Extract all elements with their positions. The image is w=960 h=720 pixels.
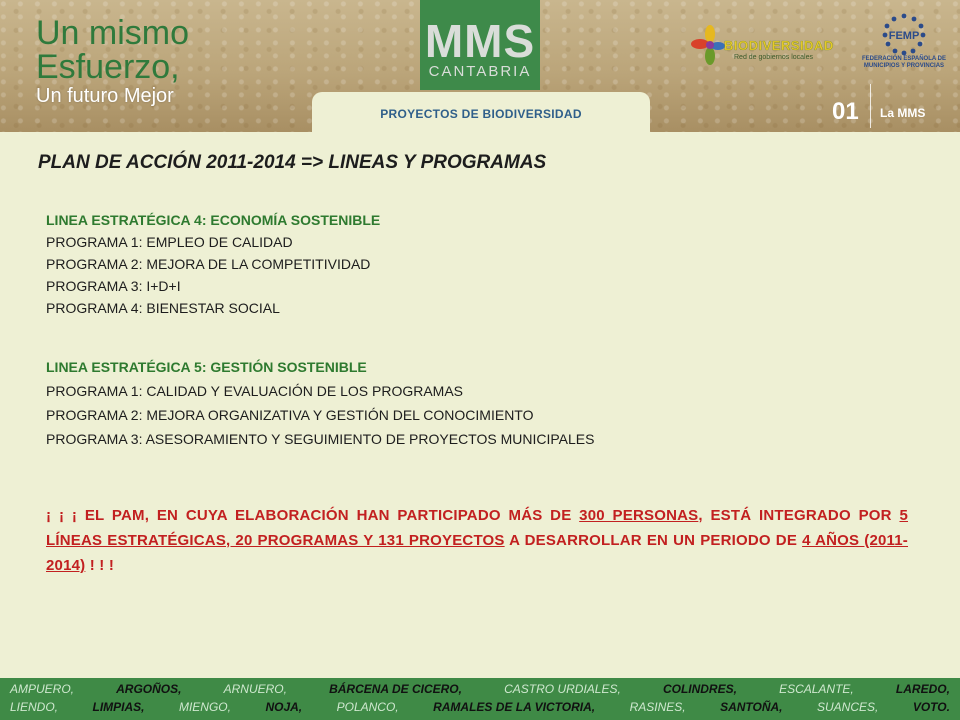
linea-5-heading: LINEA ESTRATÉGICA 5: GESTIÓN SOSTENIBLE bbox=[46, 359, 367, 375]
eu-stars-icon bbox=[874, 12, 934, 56]
highlight-part: A DESARROLLAR EN UN PERIODO DE bbox=[504, 532, 803, 549]
municipality-name: BÁRCENA DE CICERO, bbox=[329, 682, 462, 696]
municipality-name: NOJA, bbox=[265, 700, 303, 714]
biodiversidad-subtitle: Red de gobiernos locales bbox=[734, 54, 813, 61]
linea-4-program: PROGRAMA 1: EMPLEO DE CALIDAD bbox=[46, 234, 293, 250]
femp-subtitle-2: MUNICIPIOS Y PROVINCIAS bbox=[863, 63, 945, 69]
section-number: 01 bbox=[832, 98, 859, 125]
municipality-name: MIENGO, bbox=[178, 700, 231, 714]
municipality-name: RAMALES DE LA VICTORIA, bbox=[433, 700, 596, 714]
municipality-name: LIMPIAS, bbox=[92, 700, 145, 714]
femp-text: FEMP bbox=[888, 30, 920, 42]
mms-cantabria-logo bbox=[420, 0, 540, 90]
municipality-name: ARNUERO, bbox=[223, 682, 287, 696]
highlight-underlined: 300 PERSONAS bbox=[579, 507, 699, 524]
logo-mms-text: MMS bbox=[424, 15, 536, 67]
municipality-name: LAREDO, bbox=[895, 682, 950, 696]
highlight-underlined: 4 AÑOS (2011-2014) bbox=[46, 532, 908, 574]
femp-logo bbox=[856, 12, 952, 78]
pam-highlight-text bbox=[46, 503, 908, 578]
linea-4-block bbox=[46, 209, 380, 319]
municipality-name: POLANCO, bbox=[336, 700, 399, 714]
municipality-name: AMPUERO, bbox=[10, 682, 75, 696]
municipality-name: SUANCES, bbox=[816, 700, 879, 714]
tab-proyectos-biodiversidad[interactable]: PROYECTOS DE BIODIVERSIDAD bbox=[312, 92, 650, 132]
femp-subtitle-1: FEDERACIÓN ESPAÑOLA DE bbox=[861, 56, 946, 62]
linea-5-program: PROGRAMA 1: CALIDAD Y EVALUACIÓN DE LOS PROGRAMAS bbox=[46, 383, 464, 399]
footer-municipalities bbox=[0, 678, 960, 720]
slogan-line-3: Un futuro Mejor bbox=[36, 85, 174, 107]
highlight-part: ¡ ¡ ¡ EL PAM, EN CUYA ELABORACIÓN HAN PARTICIPADO MÁS DE bbox=[46, 507, 580, 524]
municipality-name: ARGOÑOS, bbox=[116, 682, 182, 696]
biodiversidad-logo bbox=[690, 24, 840, 68]
footer-row-1 bbox=[10, 682, 950, 696]
header-divider bbox=[870, 84, 871, 128]
municipality-name: VOTO. bbox=[912, 700, 950, 714]
section-label: La MMS bbox=[880, 106, 926, 120]
linea-5-program: PROGRAMA 3: ASESORAMIENTO Y SEGUIMIENTO DE PROYECTOS MUNICIPALES bbox=[46, 431, 595, 447]
highlight-part: , ESTÁ INTEGRADO POR bbox=[698, 507, 900, 524]
page-title: PLAN DE ACCIÓN 2011-2014 => LINEAS Y PROGRAMAS bbox=[38, 152, 547, 173]
municipality-name: ESCALANTE, bbox=[779, 682, 854, 696]
slogan-line-2: Esfuerzo, bbox=[36, 48, 180, 86]
linea-4-program: PROGRAMA 2: MEJORA DE LA COMPETITIVIDAD bbox=[46, 256, 371, 272]
municipality-name: COLINDRES, bbox=[662, 682, 737, 696]
linea-5-block bbox=[46, 355, 594, 451]
linea-4-program: PROGRAMA 3: I+D+I bbox=[46, 278, 181, 294]
footer-row-2 bbox=[10, 700, 950, 714]
slogan bbox=[36, 16, 189, 106]
linea-5-program: PROGRAMA 2: MEJORA ORGANIZATIVA Y GESTIÓN DEL CONOCIMIENTO bbox=[46, 407, 534, 423]
highlight-part: ! ! ! bbox=[85, 557, 115, 574]
slogan-line-1: Un mismo bbox=[36, 14, 190, 52]
municipality-name: CASTRO URDIALES, bbox=[504, 682, 621, 696]
linea-4-program: PROGRAMA 4: BIENESTAR SOCIAL bbox=[46, 300, 280, 316]
header-banner bbox=[0, 0, 960, 132]
linea-4-heading: LINEA ESTRATÉGICA 4: ECONOMÍA SOSTENIBLE bbox=[46, 212, 381, 228]
highlight-underlined: 5 LÍNEAS ESTRATÉGICAS, 20 PROGRAMAS Y 131 PROYECTOS bbox=[46, 507, 908, 549]
municipality-name: RASINES, bbox=[629, 700, 686, 714]
municipality-name: SANTOÑA, bbox=[720, 700, 783, 714]
logo-cantabria-text: CANTABRIA bbox=[428, 63, 532, 80]
biodiversidad-text: BIODIVERSIDAD bbox=[724, 38, 834, 53]
municipality-name: LIENDO, bbox=[10, 700, 59, 714]
